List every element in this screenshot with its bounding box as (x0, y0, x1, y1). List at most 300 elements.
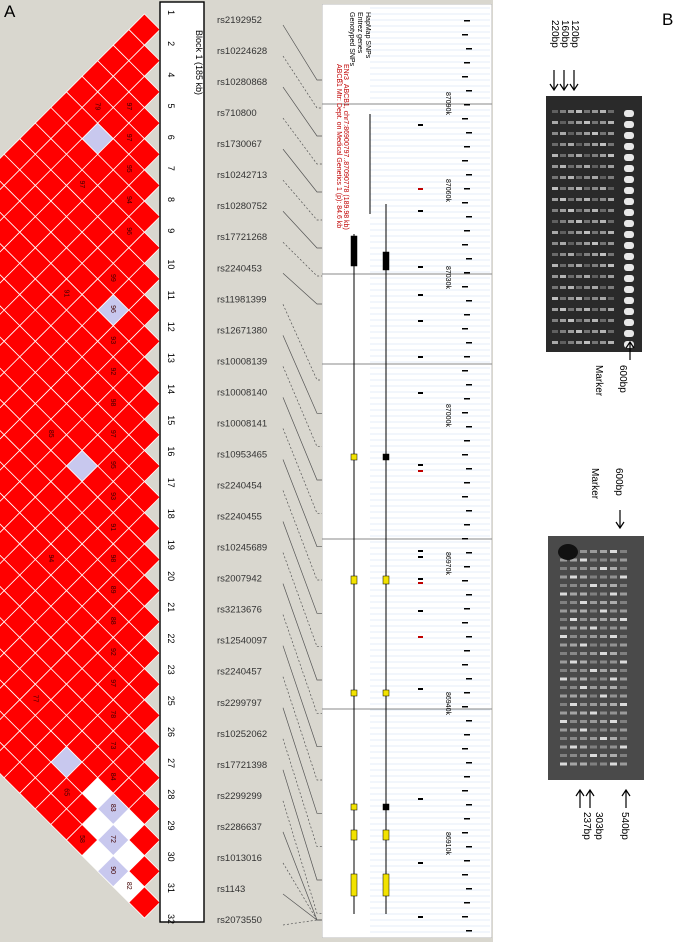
gel-marker-band (624, 297, 634, 304)
coord-label: 87060k (444, 179, 451, 202)
genotyped-snp-tick (418, 210, 423, 212)
gel-band (608, 341, 614, 344)
ld-value: 89 (109, 585, 117, 594)
gel-band (600, 576, 607, 579)
gel-marker-band (624, 121, 634, 128)
marker-number: 4 (166, 72, 176, 78)
gel-band (620, 712, 627, 715)
gel-band (560, 737, 567, 740)
ld-value: 93 (109, 336, 117, 345)
gel-band (580, 601, 587, 604)
gel-band (610, 618, 617, 621)
ld-value: 94 (124, 196, 132, 204)
gel-band (590, 703, 597, 706)
gel-band (552, 176, 558, 179)
gel-marker-band (624, 319, 634, 326)
gel-band (590, 661, 597, 664)
genotyped-snp-tick (418, 188, 423, 190)
marker-number: 13 (166, 352, 176, 363)
gel-band (570, 635, 577, 638)
gel-band (608, 187, 614, 190)
snp-name: rs11981399 (217, 294, 267, 306)
gel-band (580, 635, 587, 638)
gel-band (560, 584, 567, 587)
gel-marker-band (624, 286, 634, 293)
gel-band (610, 754, 617, 757)
gene-exon (351, 690, 357, 696)
gel-band (580, 669, 587, 672)
gel-band (592, 253, 598, 256)
snp-name: rs10252062 (217, 728, 268, 740)
gel-marker-band (624, 110, 634, 117)
gel-bottom-label-237: 237bp (581, 812, 592, 840)
gel-band (590, 729, 597, 732)
ld-value: 95 (124, 164, 132, 173)
gel-band (610, 729, 617, 732)
snp-connector (283, 708, 323, 814)
gel-band (570, 703, 577, 706)
snp-connector (283, 832, 323, 920)
gel-band (576, 242, 582, 245)
genotyped-snp-tick (418, 356, 423, 358)
snp-connector (283, 677, 323, 780)
gel-band (568, 132, 574, 135)
gel-marker-band (624, 231, 634, 238)
gel-marker-band (624, 154, 634, 161)
gel-band (568, 242, 574, 245)
hapmap-snp-tick (462, 916, 468, 918)
gel-band (584, 187, 590, 190)
hapmap-snp-tick (466, 174, 472, 176)
snp-name: rs3213676 (217, 604, 262, 616)
gel-band (570, 720, 577, 723)
ld-value: 88 (109, 616, 117, 625)
hapmap-snp-tick (464, 188, 470, 190)
gel-band (576, 154, 582, 157)
hapmap-snp-tick (462, 160, 468, 162)
gel-band (590, 576, 597, 579)
marker-number: 22 (166, 633, 176, 644)
gel-band (590, 695, 597, 698)
gel-band (580, 703, 587, 706)
gel-band (620, 618, 627, 621)
gel-band (552, 286, 558, 289)
gel-band (552, 220, 558, 223)
gel-band (590, 746, 597, 749)
hapmap-snp-tick (466, 426, 472, 428)
ld-value: 93 (109, 492, 117, 500)
hapmap-snp-tick (464, 776, 470, 778)
genome-track (322, 4, 492, 938)
gel-band (570, 695, 577, 698)
gel-band (610, 720, 617, 723)
gel-band (584, 308, 590, 311)
gel-band (580, 686, 587, 689)
gel-band (600, 746, 607, 749)
gel-band (576, 110, 582, 113)
hapmap-snp-tick (462, 244, 468, 246)
gel-band (576, 198, 582, 201)
gel-band (610, 584, 617, 587)
gel-band (570, 652, 577, 655)
gel-band (552, 308, 558, 311)
ld-value: 98 (109, 398, 117, 407)
gel-band (592, 341, 598, 344)
ld-value: 82 (124, 881, 132, 890)
gel-band (560, 627, 567, 630)
snp-connector (283, 149, 323, 192)
gel-band (592, 209, 598, 212)
gel-top-arrows (550, 70, 578, 90)
ld-value: 90 (109, 866, 117, 875)
gel-band (560, 132, 566, 135)
gel-band (600, 593, 607, 596)
gel-band (560, 176, 566, 179)
gel-band (592, 330, 598, 333)
gel-band (570, 669, 577, 672)
gel-band (560, 686, 567, 689)
coord-label: 86970k (444, 552, 451, 575)
gel-band (580, 720, 587, 723)
gel-band (560, 297, 566, 300)
snp-name: rs17721398 (217, 759, 268, 771)
gel-band (608, 330, 614, 333)
gel-band (600, 165, 606, 168)
gel-band (584, 209, 590, 212)
gel-band (570, 601, 577, 604)
marker-number: 29 (166, 820, 176, 831)
gel-band (576, 220, 582, 223)
gel-band (560, 669, 567, 672)
gene-exon (383, 252, 389, 270)
gel-marker-band (624, 198, 634, 205)
gel-band (560, 720, 567, 723)
gel-band (568, 275, 574, 278)
gel-band (552, 242, 558, 245)
coord-label: 87000k (444, 404, 451, 427)
ld-value: 84 (109, 772, 117, 781)
gel-band (552, 121, 558, 124)
hapmap-snp-tick (462, 874, 468, 876)
gel-band (576, 165, 582, 168)
gel-band (576, 253, 582, 256)
gel-band (580, 661, 587, 664)
genotyped-snp-tick (418, 556, 423, 558)
snp-name: rs10245689 (217, 542, 268, 554)
hapmap-snp-tick (462, 328, 468, 330)
snp-connector (283, 304, 323, 380)
gel-band (620, 737, 627, 740)
gel-band (580, 593, 587, 596)
panel-a-letter: A (4, 2, 16, 21)
gel-band (620, 644, 627, 647)
gel-band (608, 264, 614, 267)
gel-band (620, 763, 627, 766)
snp-name: rs2007942 (217, 573, 262, 585)
track-header-genotyped: Genotyped SNPs (348, 12, 355, 67)
genotyped-snp-tick (418, 266, 423, 268)
gene-exon (351, 236, 357, 266)
hapmap-snp-tick (462, 286, 468, 288)
gel-marker-band (624, 275, 634, 282)
marker-number: 2 (166, 41, 176, 47)
snp-name: rs12671380 (217, 325, 268, 337)
gel-band (600, 550, 607, 553)
snp-name: rs2299797 (217, 697, 262, 709)
gel-band (620, 661, 627, 664)
hapmap-snp-tick (464, 356, 470, 358)
gel-band (560, 593, 567, 596)
hapmap-snp-tick (464, 818, 470, 820)
snp-name: rs10242713 (217, 170, 268, 182)
gel-band (600, 627, 607, 630)
gel-band (570, 754, 577, 757)
gel-band (560, 231, 566, 234)
gel-band (620, 593, 627, 596)
gel-band (560, 661, 567, 664)
gel-band (620, 610, 627, 613)
hapmap-snp-tick (464, 860, 470, 862)
gel-band (600, 695, 607, 698)
gel-band (600, 264, 606, 267)
gel-band (610, 669, 617, 672)
gel-band (620, 746, 627, 749)
gel-band (576, 297, 582, 300)
hapmap-snp-tick (464, 20, 470, 22)
gel-band (580, 746, 587, 749)
gel-band (560, 110, 566, 113)
track-title: ABCB1 Mtr: Dept. on Medical Genetics 1 (p): 84.6 kb (335, 64, 342, 229)
gel-band (608, 242, 614, 245)
gel-band (608, 319, 614, 322)
snp-name: rs1730067 (217, 139, 262, 151)
gel-band (592, 308, 598, 311)
gel-band (620, 703, 627, 706)
gel-band (576, 286, 582, 289)
hapmap-snp-tick (466, 930, 472, 932)
gel-band (570, 584, 577, 587)
gel-band (576, 319, 582, 322)
gel-band (560, 286, 566, 289)
gel-band (590, 686, 597, 689)
gel-band (560, 712, 567, 715)
gel-band (576, 308, 582, 311)
gel-band (568, 121, 574, 124)
gel-band (610, 644, 617, 647)
gel-band (580, 695, 587, 698)
gel-bottom-marker-bp: 600bp (613, 468, 624, 496)
gene-exon (351, 804, 357, 810)
gel-band (592, 242, 598, 245)
snp-connector (283, 428, 323, 513)
marker-number: 1 (166, 10, 176, 16)
gel-band (600, 143, 606, 146)
gel-marker-band (624, 176, 634, 183)
snp-name: rs2073550 (217, 915, 262, 926)
gel-band (560, 220, 566, 223)
coord-label: 86940k (444, 692, 451, 715)
gel-bottom-marker-label: Marker (589, 468, 600, 500)
gel-band (620, 576, 627, 579)
snp-name: rs2240454 (217, 480, 262, 492)
gel-band (600, 559, 607, 562)
gel-band (600, 661, 607, 664)
gel-band (568, 176, 574, 179)
gel-band (552, 297, 558, 300)
gel-band (600, 737, 607, 740)
gel-marker-band (624, 132, 634, 139)
gel-band (584, 132, 590, 135)
marker-number: 15 (166, 415, 176, 426)
gel-band (584, 253, 590, 256)
gel-band (552, 341, 558, 344)
gel-band (570, 661, 577, 664)
gel-band (600, 308, 606, 311)
gel-band (580, 618, 587, 621)
gel-band (584, 143, 590, 146)
gel-band (608, 220, 614, 223)
gel-band (600, 686, 607, 689)
gel-band (584, 264, 590, 267)
snp-name: rs2240455 (217, 511, 262, 523)
gel-band (592, 121, 598, 124)
hapmap-snp-tick (466, 552, 472, 554)
gel-band (590, 652, 597, 655)
gel-band (560, 209, 566, 212)
gel-band (580, 559, 587, 562)
gel-marker-band (624, 143, 634, 150)
gel-band (552, 264, 558, 267)
gel-band (600, 176, 606, 179)
marker-number: 27 (166, 758, 176, 769)
gel-band (600, 121, 606, 124)
gel-band (600, 231, 606, 234)
gel-band (600, 319, 606, 322)
gel-band (576, 330, 582, 333)
snp-connector (283, 25, 323, 80)
marker-number: 18 (166, 508, 176, 519)
gel-band (560, 576, 567, 579)
gel-band (610, 737, 617, 740)
gel-band (580, 576, 587, 579)
gel-band (568, 110, 574, 113)
gel-band (608, 297, 614, 300)
gel-bottom-label-303: 303bp (593, 812, 604, 840)
snp-name: rs10008140 (217, 387, 268, 399)
hapmap-snp-tick (464, 566, 470, 568)
gel-band (580, 763, 587, 766)
snp-connector (283, 920, 323, 925)
ld-value: 85 (46, 429, 54, 438)
gel-band (608, 110, 614, 113)
gel-band (600, 253, 606, 256)
snp-connector (283, 646, 323, 747)
ld-value: 97 (78, 180, 86, 189)
gel-band (590, 669, 597, 672)
gel-band (560, 703, 567, 706)
snp-connector (283, 522, 323, 614)
gel-band (570, 737, 577, 740)
gene-exon (383, 874, 389, 896)
snp-name: rs1143 (217, 883, 246, 895)
gel-band (560, 308, 566, 311)
gel-band (560, 330, 566, 333)
gel-band (620, 754, 627, 757)
snp-name: rs17721268 (217, 232, 268, 244)
gel-band (590, 593, 597, 596)
gel-band (568, 165, 574, 168)
ld-value: 65 (62, 788, 70, 797)
genotyped-snp-tick (418, 578, 423, 580)
genotyped-snp-tick (418, 798, 423, 800)
gel-band (608, 176, 614, 179)
gel-band (580, 737, 587, 740)
hapmap-snp-tick (462, 832, 468, 834)
gel-band (610, 627, 617, 630)
snp-connector (283, 180, 323, 220)
marker-number: 10 (166, 259, 176, 270)
hapmap-snp-tick (464, 692, 470, 694)
hapmap-snp-tick (464, 902, 470, 904)
hapmap-snp-tick (466, 90, 472, 92)
gel-band (560, 121, 566, 124)
gel-band (592, 132, 598, 135)
hapmap-snp-tick (466, 888, 472, 890)
hapmap-snp-tick (464, 608, 470, 610)
marker-number: 21 (166, 602, 176, 613)
gel-band (608, 165, 614, 168)
gel-band (608, 143, 614, 146)
gel-band (560, 275, 566, 278)
hapmap-snp-tick (466, 132, 472, 134)
gel-band (552, 209, 558, 212)
gel-band (600, 154, 606, 157)
gel-band (568, 341, 574, 344)
gel-band (600, 669, 607, 672)
gel-band (568, 308, 574, 311)
gel-band (610, 652, 617, 655)
gel-band (600, 198, 606, 201)
gel-band (590, 610, 597, 613)
marker-number: 26 (166, 726, 176, 737)
gel-band (560, 618, 567, 621)
gene-exon (383, 690, 389, 696)
gel-bottom-marker-arrow (616, 510, 624, 528)
hapmap-snp-tick (462, 496, 468, 498)
hapmap-snp-tick (466, 636, 472, 638)
gel-band (560, 264, 566, 267)
gene-exon (383, 830, 389, 840)
genotyped-snp-tick (418, 124, 423, 126)
gel-band (552, 187, 558, 190)
gel-band (584, 198, 590, 201)
hapmap-snp-tick (466, 804, 472, 806)
marker-number: 5 (166, 103, 176, 109)
coord-label: 86910k (444, 832, 451, 855)
gel-band (552, 275, 558, 278)
snp-name: rs12540097 (217, 635, 268, 647)
gel-bottom-arrows (576, 790, 630, 808)
gel-band (560, 610, 567, 613)
gel-top-marker-bp: 600bp (617, 365, 628, 393)
gel-band (568, 330, 574, 333)
ld-value: 73 (109, 741, 117, 750)
gel-band (608, 209, 614, 212)
gel-band (620, 601, 627, 604)
gel-band (552, 132, 558, 135)
gel-band (560, 319, 566, 322)
hapmap-snp-tick (462, 454, 468, 456)
